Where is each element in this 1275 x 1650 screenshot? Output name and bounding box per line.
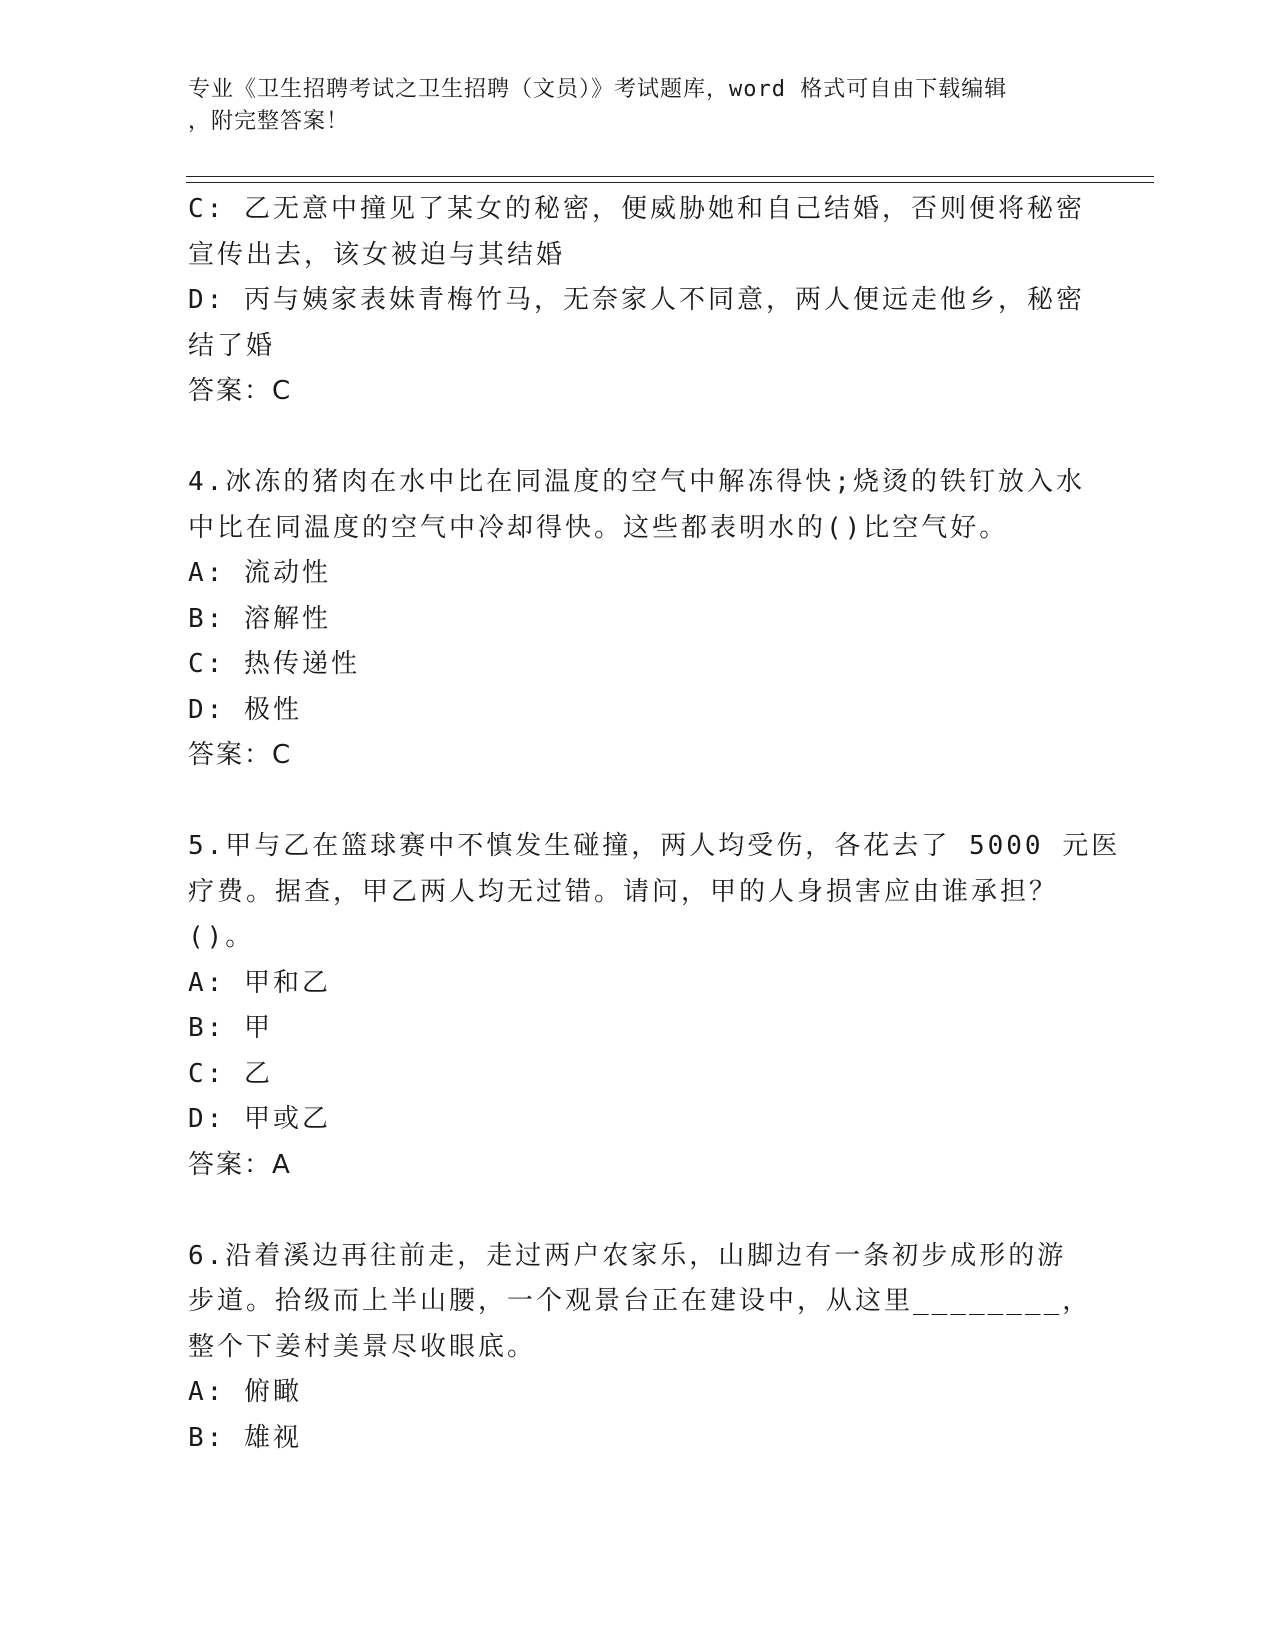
option-a: A: 甲和乙 (188, 967, 331, 998)
option-c-line-2: 宣传出去，该女被迫与其结婚 (188, 239, 566, 270)
option-b: B: 溶解性 (188, 603, 331, 634)
spacer (188, 415, 1088, 461)
option-b: B: 雄视 (188, 1422, 302, 1453)
spacer (188, 1188, 1088, 1234)
answer: 答案：C (188, 376, 293, 406)
spacer (188, 779, 1088, 825)
answer: 答案：A (188, 1149, 292, 1180)
question-stem-line-1: 4.冰冻的猪肉在水中比在同温度的空气中解冻得快;烧烫的铁钉放入水 (188, 467, 1085, 497)
option-c: C: 热传递性 (188, 649, 360, 679)
header-rule-bottom (186, 182, 1154, 183)
answer: 答案：C (188, 740, 293, 770)
option-d-line-1: D: 丙与姨家表妹青梅竹马，无奈家人不同意，两人便远走他乡，秘密 (188, 285, 1085, 315)
question-3-tail (188, 187, 1088, 415)
question-stem-line-1: 6.沿着溪边再往前走，走过两户农家乐，山脚边有一条初步成形的游 (188, 1240, 1067, 1271)
question-stem-line-3: 整个下姜村美景尽收眼底。 (188, 1331, 537, 1362)
header-line-1: 专业《卫生招聘考试之卫生招聘（文员）》考试题库，word 格式可自由下载编辑 (188, 77, 1008, 102)
option-a: A: 俯瞰 (188, 1377, 302, 1407)
question-stem-line-2: 疗费。据查，甲乙两人均无过错。请问，甲的人身损害应由谁承担？ (188, 876, 1059, 907)
option-c: C: 乙 (188, 1058, 273, 1089)
question-stem-line-2: 中比在同温度的空气中冷却得快。这些都表明水的()比空气好。 (188, 512, 1009, 543)
header-line-2: ，附完整答案！ (188, 109, 350, 134)
question-5 (188, 824, 1121, 1188)
question-6 (188, 1234, 1092, 1462)
page-header (188, 74, 1068, 138)
option-b: B: 甲 (188, 1013, 273, 1043)
option-d-line-2: 结了婚 (188, 330, 276, 361)
header-rule-top (186, 176, 1154, 177)
question-stem-line-1: 5.甲与乙在篮球赛中不慎发生碰撞，两人均受伤，各花去了 5000 元医 (188, 831, 1121, 861)
question-4 (188, 460, 1088, 779)
option-d: D: 极性 (188, 694, 302, 725)
option-d: D: 甲或乙 (188, 1104, 331, 1134)
question-content (188, 187, 1121, 1461)
option-c-line-1: C: 乙无意中撞见了某女的秘密，便威胁她和自己结婚，否则便将秘密 (188, 194, 1085, 224)
question-stem-line-3: ()。 (188, 922, 255, 952)
question-stem-line-2: 步道。拾级而上半山腰，一个观景台正在建设中，从这里________， (188, 1286, 1092, 1316)
option-a: A: 流动性 (188, 558, 331, 588)
